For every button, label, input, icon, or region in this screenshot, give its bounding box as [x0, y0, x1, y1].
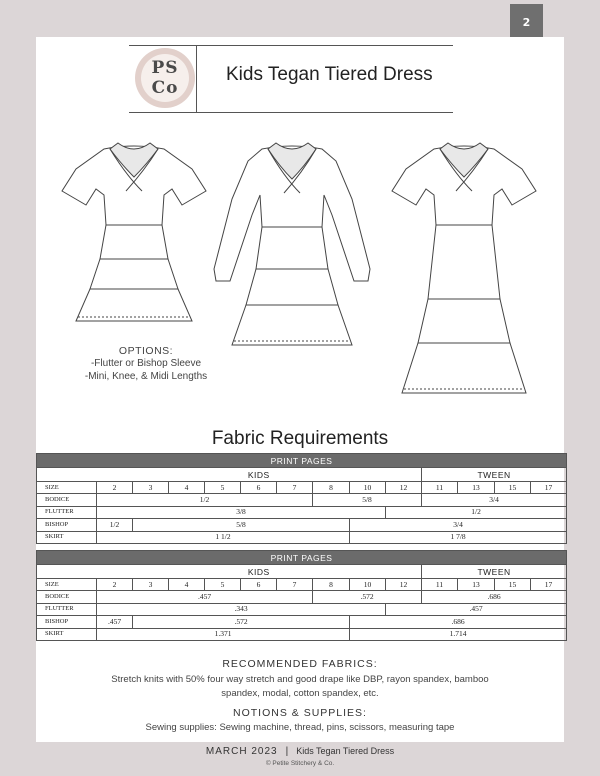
dress-illustration-flutter-midi [386, 129, 542, 399]
value-cell: .457 [97, 616, 133, 628]
dress-illustration-bishop-knee [204, 129, 380, 349]
recommended-fabrics-title: RECOMMENDED FABRICS: [222, 658, 378, 670]
page-title: Kids Tegan Tiered Dress [226, 64, 433, 85]
size-cell: 7 [277, 482, 313, 494]
value-cell: .457 [97, 591, 313, 603]
row-label: BODICE [37, 591, 97, 603]
size-cell: 12 [386, 482, 422, 494]
fabric-requirements-title: Fabric Requirements [211, 428, 389, 449]
notions-text: Sewing supplies: Sewing machine, thread, pins, scissors, measuring tape [145, 722, 455, 733]
size-cell: 17 [531, 482, 567, 494]
table-row-bishop [37, 616, 567, 628]
footer-date: MARCH 2023 [205, 746, 278, 757]
size-cell: 10 [350, 579, 386, 591]
value-cell: 1/2 [97, 519, 133, 531]
value-cell: 5/8 [133, 519, 350, 531]
size-cell: 8 [313, 579, 350, 591]
value-cell: 3/4 [350, 519, 567, 531]
row-label: BODICE [37, 494, 97, 506]
kids-group-label: KIDS [97, 468, 422, 482]
size-cell: 13 [458, 482, 495, 494]
size-cell: 15 [495, 482, 531, 494]
row-label: SKIRT [37, 628, 97, 640]
table-band-row [37, 454, 567, 468]
print-pages-band: PRINT PAGES [37, 551, 567, 565]
tween-group-label: TWEEN [422, 468, 567, 482]
value-cell: 3/4 [422, 494, 567, 506]
size-cell: 4 [169, 579, 205, 591]
options-list [56, 345, 236, 383]
row-label: BISHOP [37, 519, 97, 531]
header-divider [196, 45, 197, 113]
value-cell: .572 [133, 616, 350, 628]
copyright-text: © Petite Stitchery & Co. [265, 760, 335, 767]
table-row-bishop [37, 519, 567, 531]
size-cell: 5 [205, 579, 241, 591]
size-cell: 6 [241, 482, 277, 494]
table-group-row [37, 565, 567, 579]
logo-line-1: PS [151, 58, 179, 78]
size-cell: 5 [205, 482, 241, 494]
value-cell: .457 [386, 603, 567, 615]
value-cell: .572 [313, 591, 422, 603]
value-cell: 3/8 [97, 506, 386, 518]
tween-group-label: TWEEN [422, 565, 567, 579]
page-footer [0, 746, 600, 757]
fabric-table-metres [36, 550, 567, 641]
header-rule-bottom [129, 112, 453, 113]
value-cell: 1/2 [386, 506, 567, 518]
size-cell: 6 [241, 579, 277, 591]
value-cell: 1 7/8 [350, 531, 567, 543]
logo-line-2: Co [151, 78, 179, 98]
table-row-skirt [37, 531, 567, 543]
brand-logo-text [141, 54, 189, 102]
table-size-row [37, 579, 567, 591]
notions-title: NOTIONS & SUPPLIES: [233, 707, 367, 719]
value-cell: 5/8 [313, 494, 422, 506]
size-cell: 13 [458, 579, 495, 591]
table-group-row [37, 468, 567, 482]
group-spacer [37, 468, 97, 482]
size-cell: 17 [531, 579, 567, 591]
group-spacer [37, 565, 97, 579]
table-size-row [37, 482, 567, 494]
size-cell: 8 [313, 482, 350, 494]
size-label: SIZE [37, 482, 97, 494]
size-cell: 2 [97, 482, 133, 494]
size-cell: 3 [133, 579, 169, 591]
table-row-flutter [37, 603, 567, 615]
size-cell: 11 [422, 482, 458, 494]
table-row-flutter [37, 506, 567, 518]
size-cell: 4 [169, 482, 205, 494]
option-line-lengths: -Mini, Knee, & Midi Lengths [84, 371, 208, 382]
row-label: FLUTTER [37, 603, 97, 615]
value-cell: 1/2 [97, 494, 313, 506]
size-cell: 11 [422, 579, 458, 591]
value-cell: .686 [350, 616, 567, 628]
value-cell: 1 1/2 [97, 531, 350, 543]
options-title: OPTIONS: [118, 345, 174, 357]
footer-separator: | [285, 746, 289, 757]
row-label: SKIRT [37, 531, 97, 543]
footer-title: Kids Tegan Tiered Dress [296, 746, 395, 756]
size-cell: 7 [277, 579, 313, 591]
size-label: SIZE [37, 579, 97, 591]
table-row-bodice [37, 591, 567, 603]
row-label: BISHOP [37, 616, 97, 628]
size-cell: 2 [97, 579, 133, 591]
recommended-fabrics-text [76, 673, 524, 701]
size-cell: 3 [133, 482, 169, 494]
brand-logo [135, 48, 195, 108]
print-pages-band: PRINT PAGES [37, 454, 567, 468]
value-cell: 1.371 [97, 628, 350, 640]
kids-group-label: KIDS [97, 565, 422, 579]
option-line-sleeve: -Flutter or Bishop Sleeve [90, 358, 202, 369]
table-band-row [37, 551, 567, 565]
value-cell: 1.714 [350, 628, 567, 640]
recommended-line-1: Stretch knits with 50% four way stretch and good drape like DBP, rayon spandex, bamboo [111, 674, 489, 685]
pattern-page [36, 37, 564, 742]
size-cell: 15 [495, 579, 531, 591]
table-row-bodice [37, 494, 567, 506]
fabric-table-yards [36, 453, 567, 544]
table-row-skirt [37, 628, 567, 640]
header-rule-top [129, 45, 453, 46]
recommended-line-2: spandex, modal, cotton spandex, etc. [221, 688, 379, 699]
dress-illustration-flutter-mini [56, 129, 212, 329]
row-label: FLUTTER [37, 506, 97, 518]
value-cell: .686 [422, 591, 567, 603]
page-number: 2 [522, 16, 531, 29]
size-cell: 12 [386, 579, 422, 591]
size-cell: 10 [350, 482, 386, 494]
value-cell: .343 [97, 603, 386, 615]
